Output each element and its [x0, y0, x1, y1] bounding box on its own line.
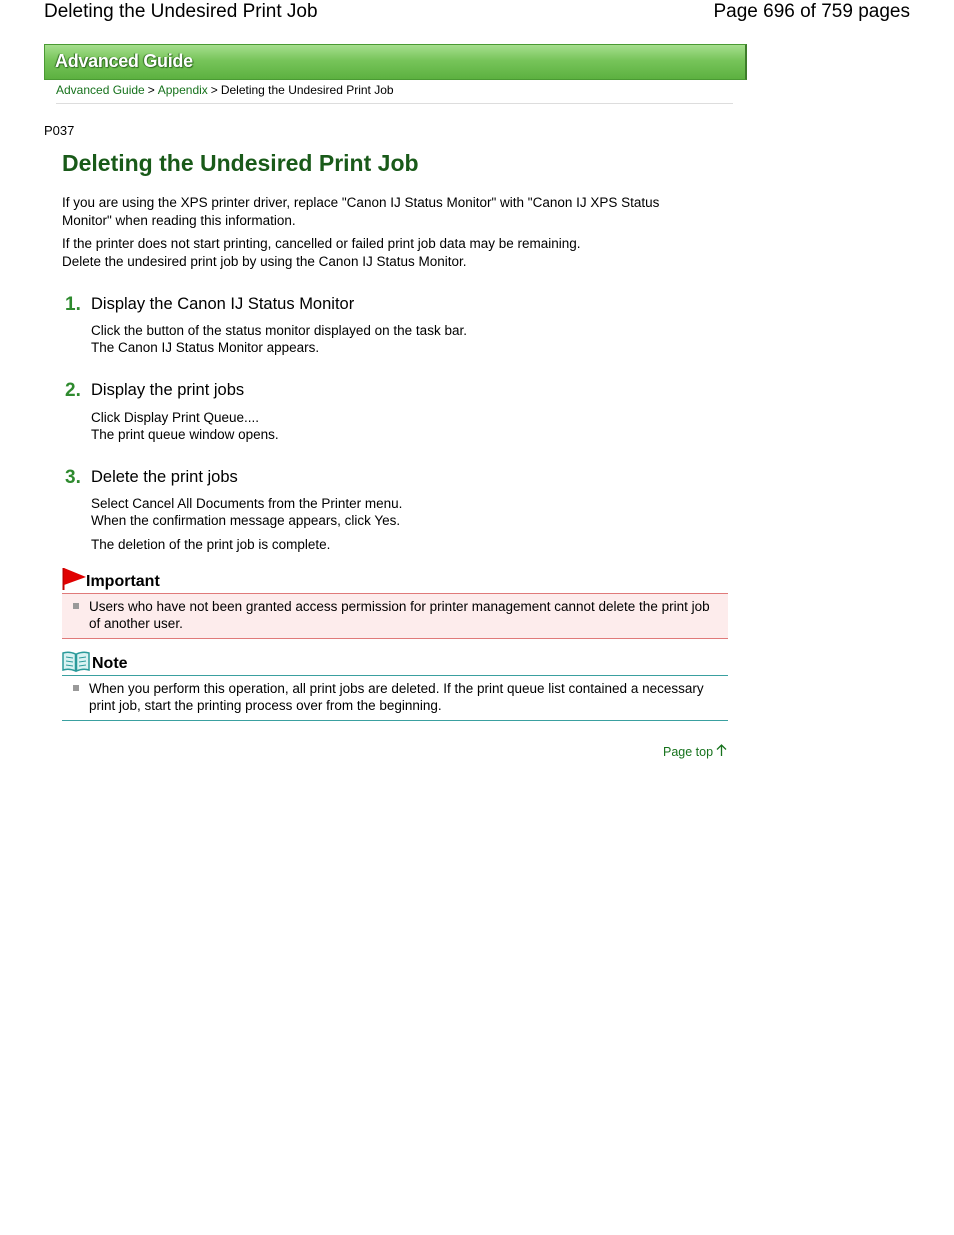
header-page-info: Page 696 of 759 pages — [713, 1, 910, 22]
breadcrumb-current: Deleting the Undesired Print Job — [220, 83, 394, 97]
important-header — [62, 565, 728, 593]
step-line: The print queue window opens. — [91, 427, 279, 442]
step-title: Display the print jobs — [91, 381, 245, 399]
step-body — [91, 495, 711, 553]
arrow-up-icon — [716, 744, 727, 759]
red-flag-icon — [62, 567, 88, 591]
breadcrumb-appendix[interactable]: Appendix — [157, 83, 208, 97]
important-text: Users who have not been granted access permission for printer management cannot delete the print job of another user. — [89, 599, 710, 631]
open-book-icon — [62, 651, 90, 673]
step-line: Click the button of the status monitor displayed on the task bar. — [91, 323, 467, 338]
important-box — [62, 565, 728, 639]
breadcrumb-separator: > — [147, 83, 155, 97]
intro-paragraph-remaining — [62, 235, 702, 271]
step-line: When the confirmation message appears, click Yes. — [91, 513, 401, 528]
page-top-link[interactable] — [663, 744, 727, 759]
page-top-label: Page top — [663, 745, 714, 759]
step-line: Click Display Print Queue.... — [91, 410, 260, 425]
breadcrumb-separator: > — [210, 83, 218, 97]
step-title: Display the Canon IJ Status Monitor — [91, 295, 355, 313]
breadcrumb-divider — [56, 103, 733, 104]
important-label: Important — [86, 573, 160, 590]
intro-line: Delete the undesired print job by using the Canon IJ Status Monitor. — [62, 254, 467, 269]
step-title: Delete the print jobs — [91, 468, 238, 486]
breadcrumb-advanced-guide[interactable]: Advanced Guide — [56, 83, 145, 97]
intro-paragraph-xps: If you are using the XPS printer driver, replace "Canon IJ Status Monitor" with "Canon IJ XPS Status Monitor" when reading this information. — [62, 195, 660, 228]
page-title: Deleting the Undesired Print Job — [62, 150, 419, 176]
step-number: 1. — [65, 294, 81, 315]
important-content — [62, 593, 728, 639]
doc-code: P037 — [44, 123, 75, 138]
intro-line: If the printer does not start printing, cancelled or failed print job data may be remaining. — [62, 236, 581, 251]
note-content — [62, 675, 728, 721]
header-title: Deleting the Undesired Print Job — [44, 1, 318, 22]
note-label: Note — [92, 655, 128, 672]
note-header — [62, 647, 728, 675]
banner-label: Advanced Guide — [55, 51, 193, 71]
note-text: When you perform this operation, all print jobs are deleted. If the print queue list contained a necessary print job, start the printing process over from the beginning. — [89, 681, 704, 713]
step-number: 2. — [65, 380, 81, 401]
step-number: 3. — [65, 467, 81, 488]
note-box — [62, 647, 728, 721]
step-line: Select Cancel All Documents from the Printer menu. — [91, 496, 403, 511]
breadcrumb — [56, 83, 394, 97]
step-line: The Canon IJ Status Monitor appears. — [91, 340, 320, 355]
square-bullet-icon — [73, 603, 79, 609]
square-bullet-icon — [73, 685, 79, 691]
step-body — [91, 322, 711, 356]
step-body — [91, 409, 711, 443]
advanced-guide-banner — [44, 44, 747, 80]
step-line: The deletion of the print job is complete. — [91, 537, 331, 552]
